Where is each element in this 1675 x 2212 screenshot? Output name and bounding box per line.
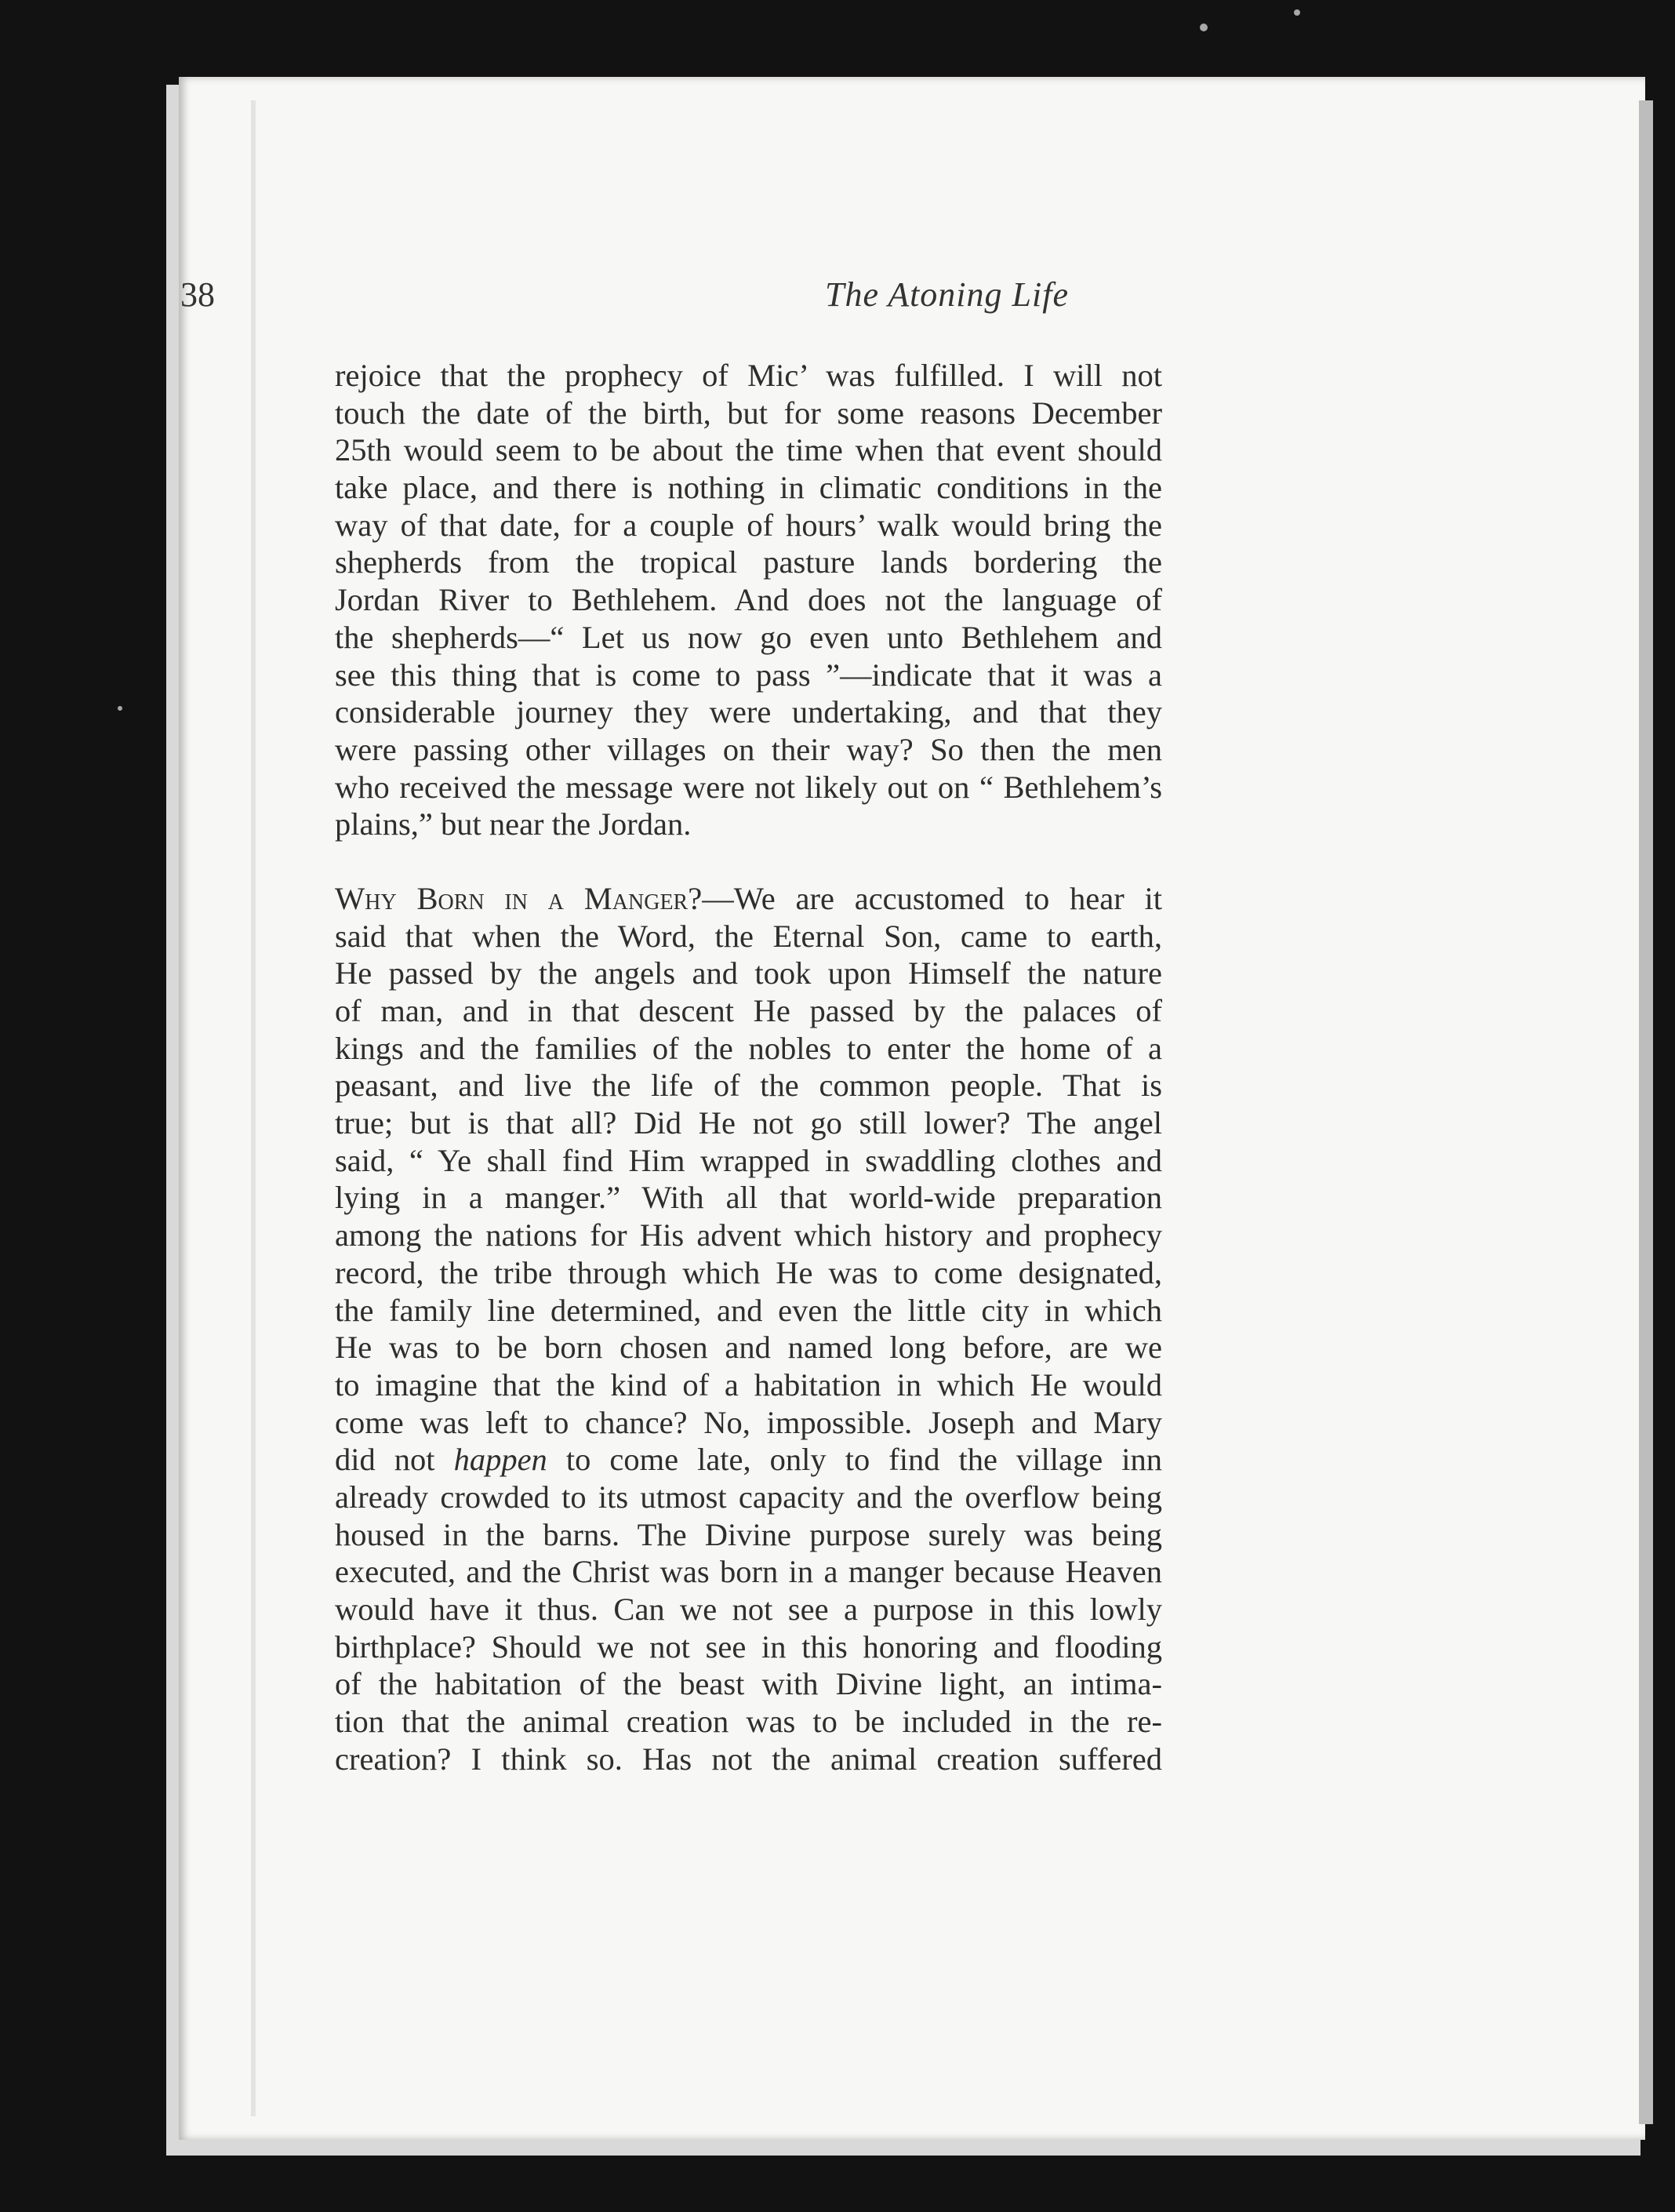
text-line: Jordan River to Bethlehem. And does not the language of — [335, 582, 1162, 618]
text-line: take place, and there is nothing in climatic conditions in the — [335, 470, 1162, 506]
text-line: who received the message were not likely out on “ Bethlehem’s — [335, 769, 1162, 805]
text-line: of man, and in that descent He passed by the palaces of — [335, 993, 1162, 1028]
page-edge — [1639, 100, 1653, 2124]
text-line: shepherds from the tropical pasture lands bordering the — [335, 544, 1162, 580]
text-line: true; but is that all? Did He not go still lower? The angel — [335, 1105, 1162, 1141]
text-line: creation? I think so. Has not the animal creation suffered — [335, 1741, 1162, 1777]
text-line: tion that the animal creation was to be included in the re- — [335, 1704, 1162, 1740]
heading-line-rest: —We are accustomed to hear it — [702, 880, 1162, 916]
text-line: the family line determined, and even the little city in which — [335, 1292, 1162, 1328]
text-line: executed, and the Christ was born in a manger because Heaven — [335, 1554, 1162, 1590]
section-heading-line — [335, 880, 1162, 918]
text-line: would have it thus. Can we not see a purpose in this lowly — [335, 1592, 1162, 1627]
section-heading: Why Born in a Manger? — [335, 880, 703, 916]
text-line: plains,” but near the Jordan. — [335, 806, 692, 842]
text-line: considerable journey they were undertaking, and that they — [335, 694, 1162, 730]
text-line: touch the date of the birth, but for some reasons December — [335, 395, 1162, 431]
text-line: rejoice that the prophecy of Mic’ was fulfilled. I will not — [335, 358, 1162, 393]
text-line: were passing other villages on their way? So then the men — [335, 731, 1162, 767]
gutter-shadow — [251, 100, 256, 2116]
running-title: The Atoning Life — [825, 275, 1069, 314]
text-line: to imagine that the kind of a habitation in which He would — [335, 1366, 1162, 1403]
text-line: He passed by the angels and took upon Himself the nature — [335, 955, 1162, 991]
text-line-italic: did not happen to come late, only to find the village inn — [335, 1442, 1162, 1478]
text-line: way of that date, for a couple of hours’ walk would bring the — [335, 507, 1162, 543]
text-line: 25th would seem to be about the time when that event should — [335, 432, 1162, 468]
text-line: kings and the families of the nobles to enter the home of a — [335, 1030, 1162, 1066]
text-line: said that when the Word, the Eternal Son, came to earth, — [335, 918, 1162, 954]
text-line: already crowded to its utmost capacity and the overflow being — [335, 1479, 1162, 1515]
text-line: peasant, and live the life of the common people. That is — [335, 1068, 1162, 1104]
text-line: see this thing that is come to pass ”—indicate that it was a — [335, 657, 1162, 693]
text-line: come was left to chance? No, impossible. Joseph and Mary — [335, 1404, 1162, 1440]
text-line: of the habitation of the beast with Divine light, an intima- — [335, 1666, 1162, 1702]
text-line: lying in a manger.” With all that world-wide preparation — [335, 1180, 1162, 1216]
text-line: record, the tribe through which He was to come designated, — [335, 1254, 1162, 1290]
text-line: said, “ Ye shall find Him wrapped in swaddling clothes and — [335, 1142, 1162, 1178]
text-line: among the nations for His advent which history and prophecy — [335, 1217, 1162, 1253]
page-number: 38 — [180, 275, 215, 314]
text-line: housed in the barns. The Divine purpose surely was being — [335, 1516, 1162, 1552]
text-line: the shepherds—“ Let us now go even unto Bethlehem and — [335, 619, 1162, 655]
text-line: He was to be born chosen and named long before, are we — [335, 1330, 1162, 1366]
italic-word: happen — [453, 1442, 547, 1478]
body-text — [335, 357, 1162, 1777]
text-line: birthplace? Should we not see in this honoring and flooding — [335, 1628, 1162, 1664]
